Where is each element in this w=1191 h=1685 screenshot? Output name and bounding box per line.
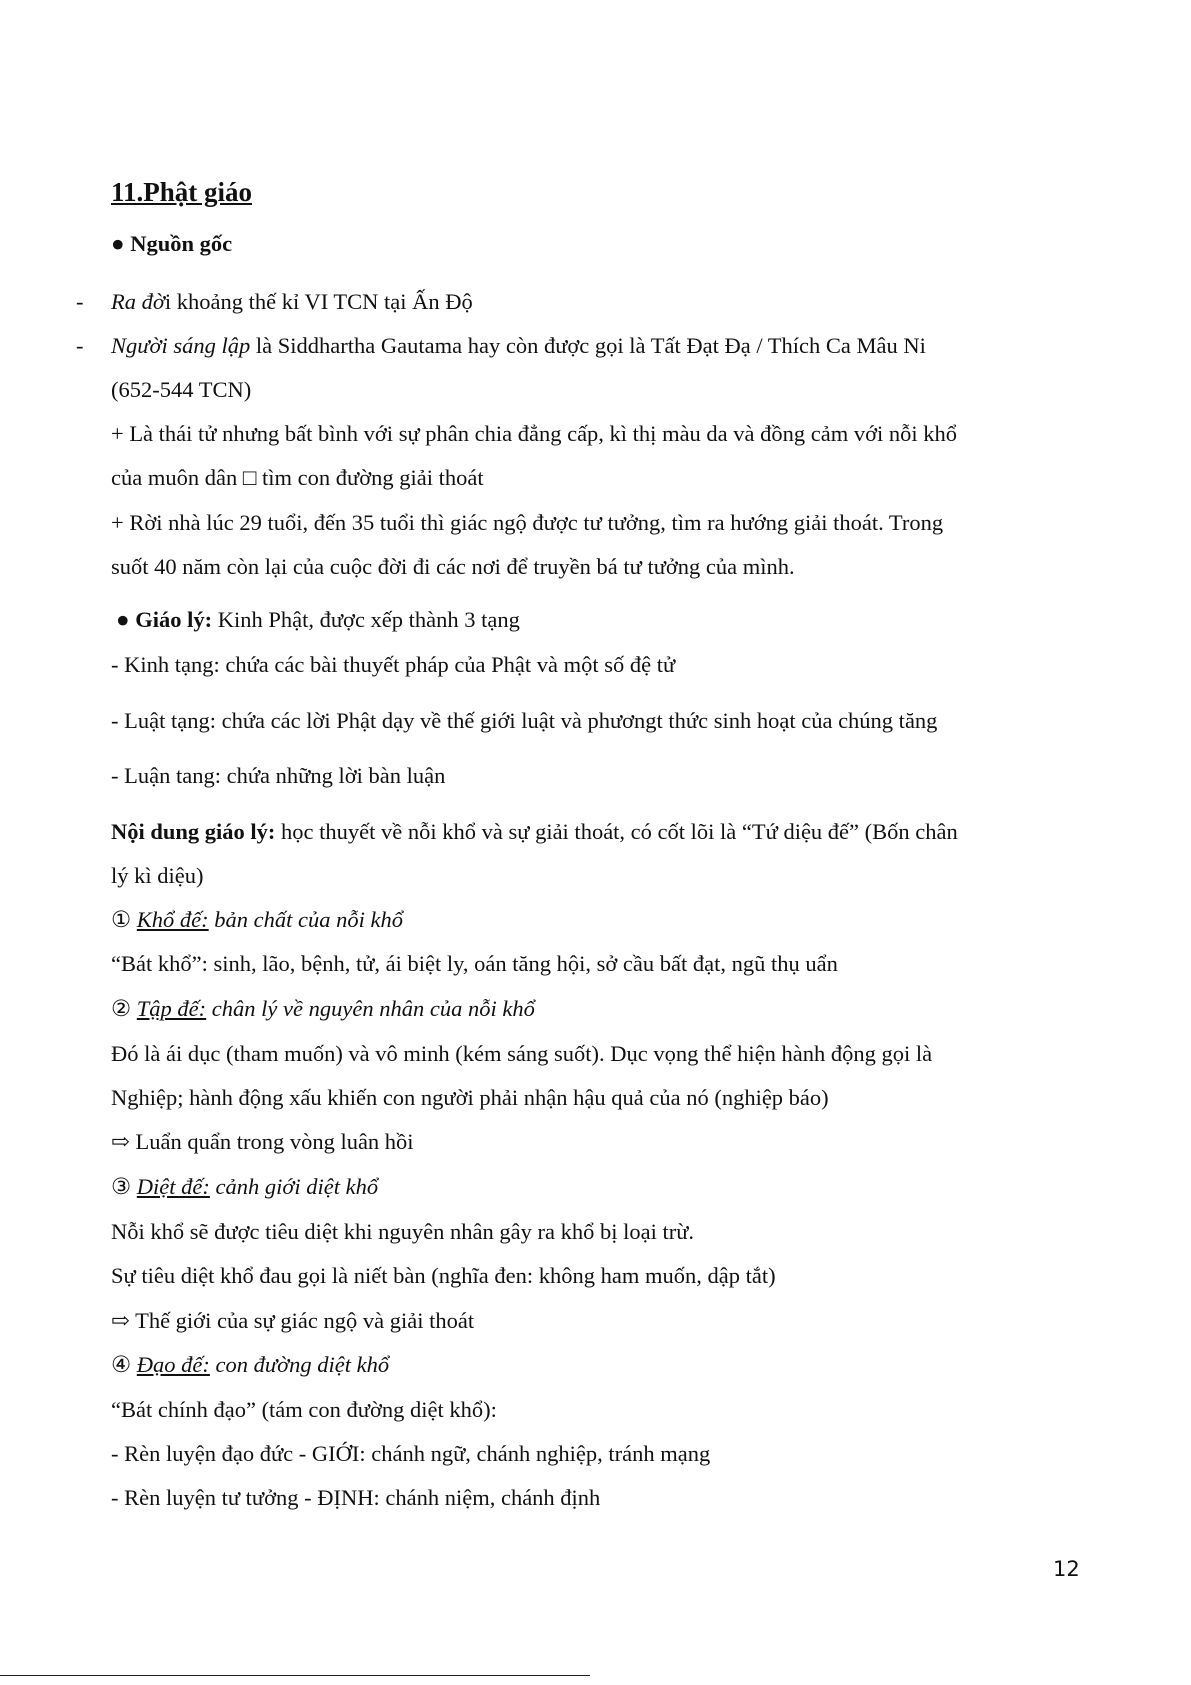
truth-name: Khổ đế: [136,907,209,932]
truth-desc: bản chất của nỗi khổ [208,907,404,932]
doctrine-label: Giáo lý: [135,607,213,632]
truth-line: “Bát khổ”: sinh, lão, bệnh, tử, ái biệt ly, oán tăng hội, sở cầu bất đạt, ngũ thụ uẩn [111,951,838,976]
truth-line: Đó là ái dục (tham muốn) và vô minh (kém sáng suốt). Dục vọng thể hiện hành động gọi là [111,1041,933,1066]
truth-desc: cảnh giới diệt khổ [209,1174,379,1199]
doctrine-text: Kinh Phật, được xếp thành 3 tạng [212,607,520,632]
content-paragraph [111,817,958,847]
section-heading: 11.Phật giáo [111,177,253,207]
truth-desc: con đường diệt khổ [209,1352,390,1377]
origin-point-line: + Là thái tử nhưng bất bình với sự phân chia đẳng cấp, kì thị màu da và đồng cảm với nỗi khổ [111,421,958,446]
doctrine-item: - Kinh tạng: chứa các bài thuyết pháp của Phật và một số đệ tử [111,652,676,677]
truth-heading [111,1172,378,1202]
origin-point-line: suốt 40 năm còn lại của cuộc đời đi các nơi để truyền bá tư tưởng của mình. [111,554,795,579]
circled-number: ② [111,996,132,1021]
doctrine-heading [116,605,520,635]
founder-years: (652-544 TCN) [111,377,252,402]
origin-point-line: + Rời nhà lúc 29 tuổi, đến 35 tuổi thì giác ngộ được tư tưởng, tìm ra hướng giải thoát. Trong [111,510,944,535]
truth-line: ⇨ Luẩn quẩn trong vòng luân hồi [111,1129,414,1154]
origin-title: Nguồn gốc [130,231,233,256]
content-text: học thuyết về nỗi khổ và sự giải thoát, có cốt lõi là “Tứ diệu đế” (Bốn chân [275,819,958,844]
origin-item-founder [111,331,926,361]
origin-heading [111,229,232,259]
truth-line: Nỗi khổ sẽ được tiêu diệt khi nguyên nhân gây ra khổ bị loại trừ. [111,1219,695,1244]
truth-line: Nghiệp; hành động xấu khiến con người phải nhận hậu quả của nó (nghiệp báo) [111,1085,829,1110]
truth-name: Đạo đế: [136,1352,210,1377]
truth-heading [111,1350,389,1380]
truth-line: “Bát chính đạo” (tám con đường diệt khổ): [111,1397,497,1422]
content-paragraph-cont: lý kì diệu) [111,863,204,888]
list-dash: - [76,289,84,314]
truth-name: Diệt đế: [136,1174,210,1199]
truth-heading [111,905,403,935]
doctrine-item: - Luận tang: chứa những lời bàn luận [111,763,446,788]
truth-heading [111,994,535,1024]
circled-number: ④ [111,1352,132,1377]
truth-line: ⇨ Thế giới của sự giác ngộ và giải thoát [111,1308,475,1333]
circled-number: ① [111,907,132,932]
truth-line: - Rèn luyện đạo đức - GIỚI: chánh ngữ, chánh nghiệp, tránh mạng [111,1441,711,1466]
bullet-icon: ● [116,607,130,632]
origin-item-text: là Siddhartha Gautama hay còn được gọi là Tất Đạt Đạ / Thích Ca Mâu Ni [250,333,926,358]
bullet-icon: ● [111,231,125,256]
truth-name: Tập đế: [136,996,207,1021]
circled-number: ③ [111,1174,132,1199]
origin-item-text: i khoảng thế kỉ VI TCN tại Ấn Độ [164,289,473,314]
list-dash: - [76,333,84,358]
origin-item-lead: Ra đờ [111,289,165,314]
truth-line: - Rèn luyện tư tưởng - ĐỊNH: chánh niệm, chánh định [111,1485,601,1510]
origin-item-founded [111,287,473,317]
page-number: 12 [1053,1557,1080,1581]
truth-desc: chân lý về nguyên nhân của nỗi khổ [206,996,535,1021]
origin-point-line: của muôn dân □ tìm con đường giải thoát [111,465,484,490]
truth-line: Sự tiêu diệt khổ đau gọi là niết bàn (nghĩa đen: không ham muốn, dập tắt) [111,1263,776,1288]
content-label: Nội dung giáo lý: [111,819,276,844]
origin-item-lead: Người sáng lập [111,333,251,358]
footer-divider [0,1675,590,1676]
doctrine-item: - Luật tạng: chứa các lời Phật dạy về thế giới luật và phươngt thức sinh hoạt của chúng tăng [111,708,938,733]
